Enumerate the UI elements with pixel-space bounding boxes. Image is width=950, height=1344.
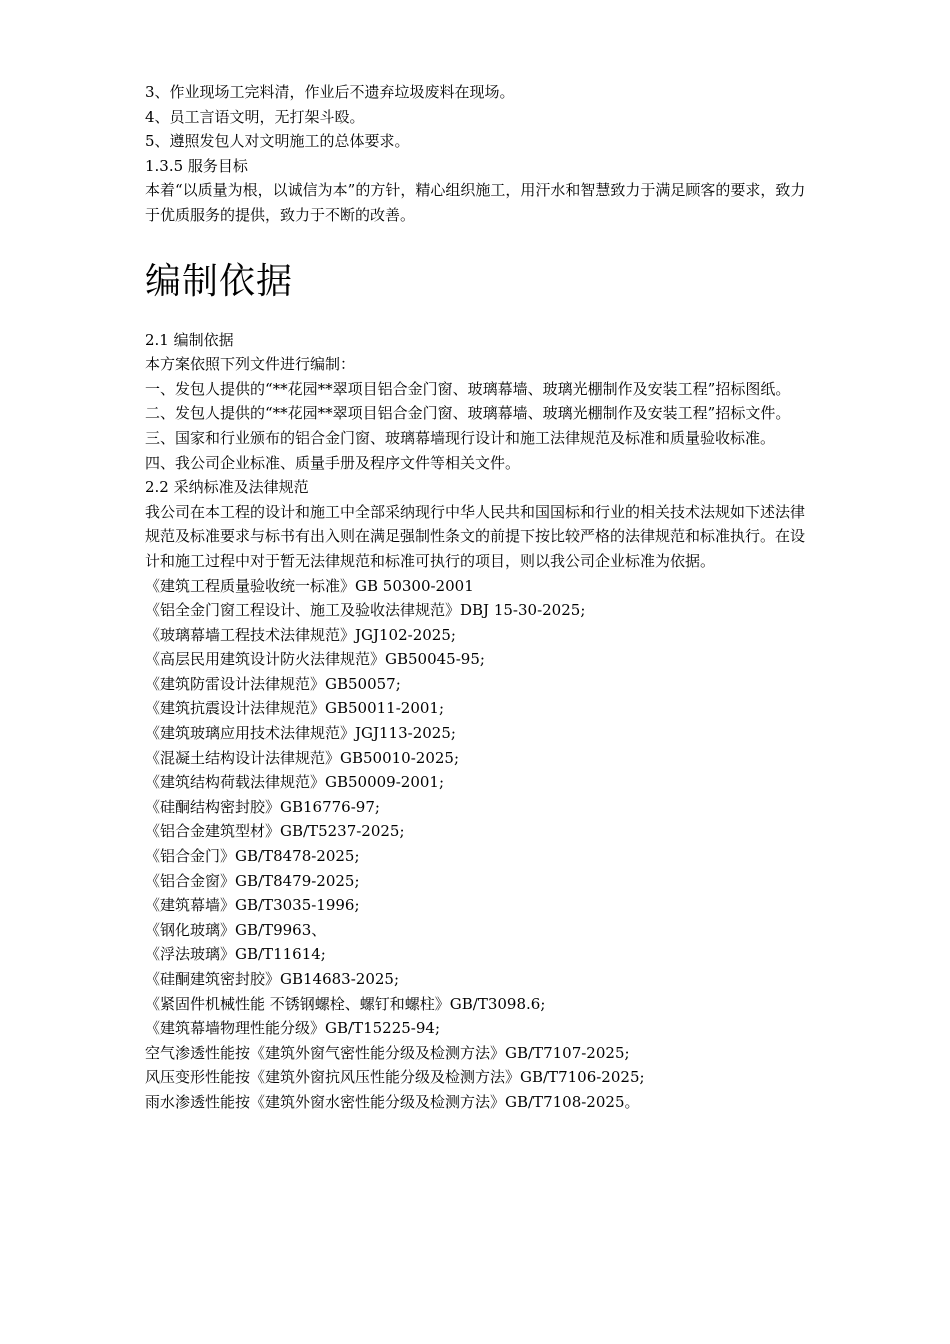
standard-item: 《铝合金建筑型材》GB/T5237-2025; [145,822,405,841]
standard-item: 《混凝土结构设计法律规范》GB50010-2025; [145,748,460,767]
intro-text: 本方案依照下列文件进行编制： [145,355,356,374]
standard-item: 《铝合金门》GB/T8478-2025; [145,847,360,866]
list-item: 四、我公司企业标准、质量手册及程序文件等相关文件。 [145,453,521,472]
standard-item: 《紧固件机械性能 不锈钢螺栓、螺钉和螺柱》GB/T3098.6; [145,994,546,1013]
list-item: 一、发包人提供的“**花园**翠项目铝合金门窗、玻璃幕墙、玻璃光棚制作及安装工程”招标图纸。 [145,379,791,398]
standard-item: 《建筑防雷设计法律规范》GB50057; [145,674,401,693]
standard-item: 《铝合金窗》GB/T8479-2025; [145,871,360,890]
standard-item: 《建筑结构荷载法律规范》GB50009-2001; [145,773,445,792]
list-item: 三、国家和行业颁布的铝合金门窗、玻璃幕墙现行设计和施工法律规范及标准和质量验收标准。 [145,428,776,447]
subheading: 2.2 采纳标准及法律规范 [145,478,309,497]
standards-paragraph: 我公司在本工程的设计和施工中全部采纳现行中华人民共和国国标和行业的相关技术法规如下述法律规范及标准要求与标书有出入则在满足强制性条文的前提下按比较严格的法律规范和标准执行。在设计和施工过程中对于暂无法律规范和标准可执行的项目，则以我公司企业标准为依据。 [145,502,806,570]
standard-item: 雨水渗透性能按《建筑外窗水密性能分级及检测方法》GB/T7108-2025。 [145,1092,640,1111]
subheading: 2.1 编制依据 [145,330,234,349]
standard-item: 《浮法玻璃》GB/T11614; [145,945,326,964]
standard-item: 《钢化玻璃》GB/T9963、 [145,920,327,939]
standard-item: 《建筑幕墙物理性能分级》GB/T15225-94; [145,1019,440,1038]
list-item: 3、作业现场工完料清，作业后不遗弃垃圾废料在现场。 [145,83,515,101]
list-item: 二、发包人提供的“**花园**翠项目铝合金门窗、玻璃幕墙、玻璃光棚制作及安装工程”招标文件。 [145,404,791,423]
standard-item: 空气渗透性能按《建筑外窗气密性能分级及检测方法》GB/T7107-2025; [145,1043,630,1062]
standard-item: 《建筑玻璃应用技术法律规范》JGJ113-2025; [145,724,456,743]
list-item: 5、遵照发包人对文明施工的总体要求。 [145,132,410,151]
standard-item: 《建筑工程质量验收统一标准》GB 50300-2001 [145,576,474,595]
standard-item: 风压变形性能按《建筑外窗抗风压性能分级及检测方法》GB/T7106-2025; [145,1068,645,1087]
standard-item: 《建筑抗震设计法律规范》GB50011-2001; [145,699,445,718]
document-page [145,80,810,1115]
service-goal-paragraph: 本着“以质量为根，以诚信为本”的方针，精心组织施工，用汗水和智慧致力于满足顾客的要求，致力于优质服务的提供，致力于不断的改善。 [145,181,806,224]
standards-list [145,574,810,1115]
standard-item: 《高层民用建筑设计防火法律规范》GB50045-95; [145,650,485,669]
standard-item: 《硅酮结构密封胶》GB16776-97; [145,797,380,816]
standard-item: 《铝全金门窗工程设计、施工及验收法律规范》DBJ 15-30-2025; [145,601,586,620]
standard-item: 《建筑幕墙》GB/T3035-1996; [145,896,360,915]
standard-item: 《玻璃幕墙工程技术法律规范》JGJ102-2025; [145,625,456,644]
subheading: 1.3.5 服务目标 [145,156,248,175]
section-title: 编制依据 [145,260,294,302]
list-item: 4、员工言语文明，无打架斗殴。 [145,107,365,126]
standard-item: 《硅酮建筑密封胶》GB14683-2025; [145,970,400,988]
